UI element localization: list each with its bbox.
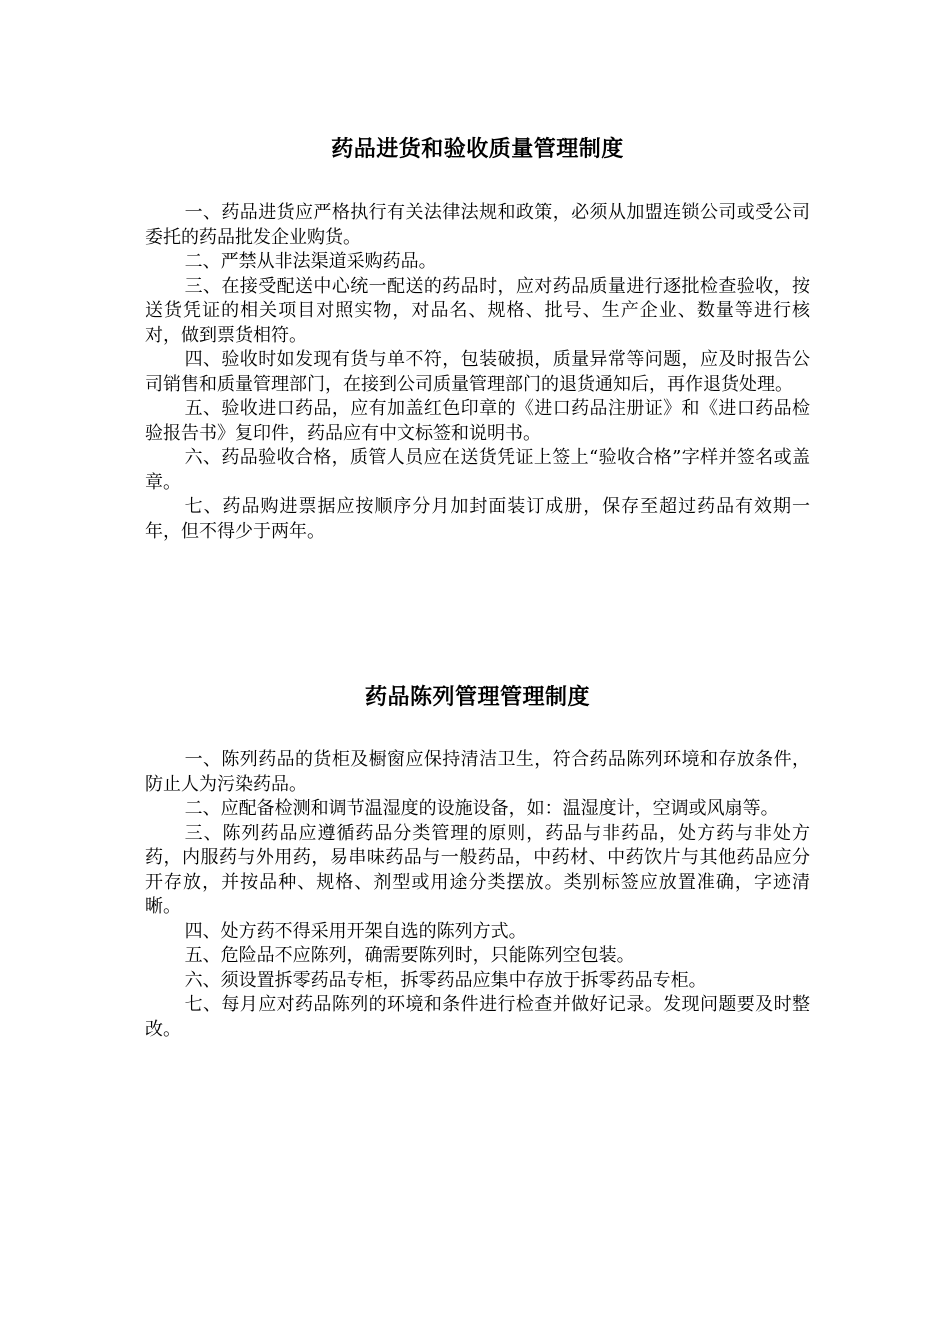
clause-4: 四、处方药不得采用开架自选的陈列方式。 xyxy=(184,920,527,942)
clause-1: 一、陈列药品的货柜及橱窗应保持清洁卫生，符合药品陈列环境和存放条件，防止人为污染药品。 xyxy=(145,749,810,795)
clause-3: 三、陈列药品应遵循药品分类管理的原则，药品与非药品，处方药与非处方药，内服药与外用药，易串味药品与一般药品，中药材、中药饮片与其他药品应分开存放，并按品种、规格、剂型或用途分类摆放。类别标签应放置准确，字迹清晰。 xyxy=(145,822,810,917)
clause-1: 一、药品进货应严格执行有关法律法规和政策，必须从加盟连锁公司或受公司委托的药品批发企业购货。 xyxy=(145,202,810,248)
clause-2: 二、应配备检测和调节温湿度的设施设备，如：温湿度计，空调或风扇等。 xyxy=(184,798,779,819)
clause-4: 四、验收时如发现有货与单不符，包装破损，质量异常等问题，应及时报告公司销售和质量管理部门，在接到公司质量管理部门的退货通知后，再作退货处理。 xyxy=(145,349,810,395)
section-display-management xyxy=(145,682,810,1042)
clause-6: 六、须设置拆零药品专柜，拆零药品应集中存放于拆零药品专柜。 xyxy=(184,969,707,991)
clause-7: 七、每月应对药品陈列的环境和条件进行检查并做好记录。发现问题要及时整改。 xyxy=(145,994,810,1040)
section-title: 药品陈列管理管理制度 xyxy=(364,684,590,710)
clause-5: 五、验收进口药品，应有加盖红色印章的《进口药品注册证》和《进口药品检验报告书》复印件，药品应有中文标签和说明书。 xyxy=(145,398,810,444)
clause-3: 三、在接受配送中心统一配送的药品时，应对药品质量进行逐批检查验收，按送货凭证的相关项目对照实物，对品名、规格、批号、生产企业、数量等进行核对，做到票货相符。 xyxy=(145,275,810,346)
clause-6: 六、药品验收合格，质管人员应在送货凭证上签上“验收合格”字样并签名或盖章。 xyxy=(145,447,810,493)
clause-5: 五、危险品不应陈列，确需要陈列时，只能陈列空包装。 xyxy=(184,945,635,966)
clause-7: 七、药品购进票据应按顺序分月加封面装订成册，保存至超过药品有效期一年，但不得少于两年。 xyxy=(145,496,810,542)
clause-2: 二、严禁从非法渠道采购药品。 xyxy=(184,251,437,272)
section-purchase-acceptance xyxy=(145,134,810,544)
section-title: 药品进货和验收质量管理制度 xyxy=(331,136,624,162)
